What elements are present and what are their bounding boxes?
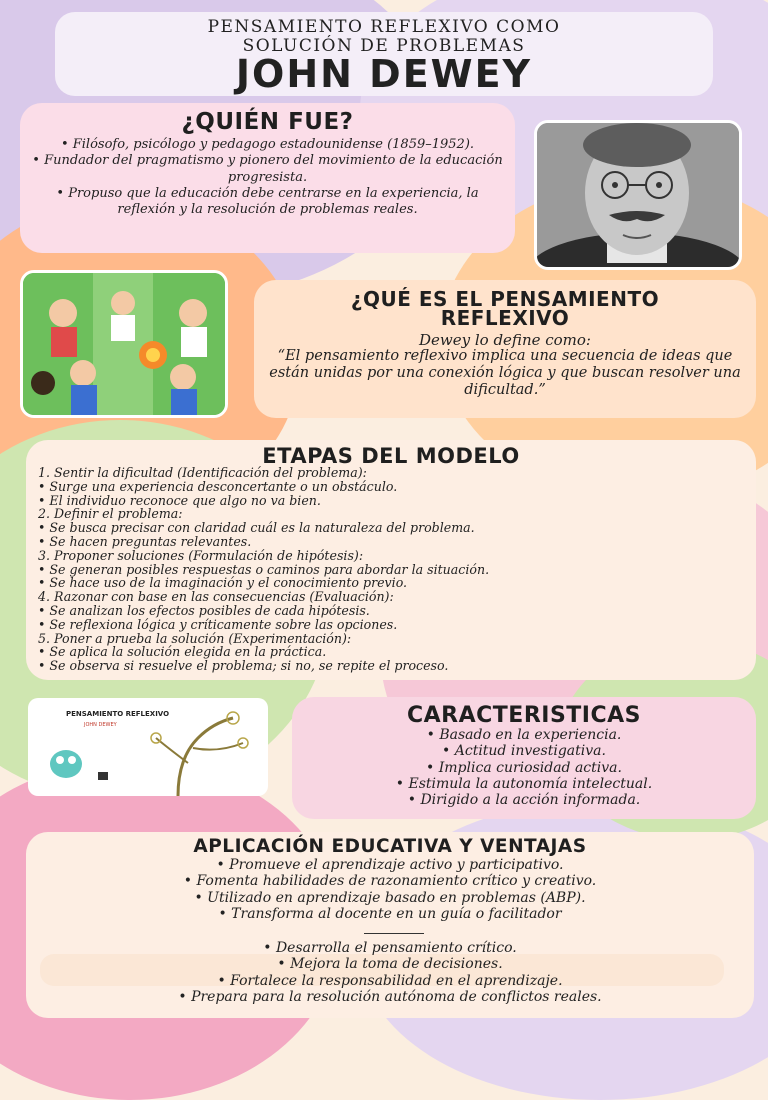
header-subtitle-line1: PENSAMIENTO REFLEXIVO COMO [207,17,561,37]
list-item: • Se hace uso de la imaginación y el conocimiento previo. [38,575,408,591]
list-item: • Fundador del pragmatismo y pionero del movimiento de la educación progresista. [32,153,503,185]
section-divider [364,933,424,934]
list-item: 2. Definir el problema: [38,506,183,522]
reflective-thinking-card-image [28,698,268,796]
what-is-heading-line1: ¿QUÉ ES EL PENSAMIENTO [350,287,660,311]
application-list-top [36,857,744,922]
list-item: • Se reflexiona lógica y críticamente sobre las opciones. [38,616,398,632]
list-item: • Propuso que la educación debe centrarse en la experiencia, la reflexión y la resolución de problemas reales. [56,185,479,218]
what-is-quote: “El pensamiento reflexivo implica una secuencia de ideas que están unidas por una conexión lógica y que buscan resolver una dificultad.” [269,348,741,398]
mini-card-title: PENSAMIENTO REFLEXIVO [66,710,170,718]
list-item: 4. Razonar con base en las consecuencias (Evaluación): [38,589,394,605]
list-item: • Fortalece la responsabilidad en el aprendizaje. [217,972,563,989]
list-item: • Dirigido a la acción informada. [407,792,641,809]
application-heading: APLICACIÓN EDUCATIVA Y VENTAJAS [193,836,587,857]
list-item: 5. Poner a prueba la solución (Experimentación): [38,630,352,646]
list-item: • Se busca precisar con claridad cuál es la naturaleza del problema. [38,520,475,536]
stages-heading: ETAPAS DEL MODELO [262,444,520,468]
list-item: • Se analizan los efectos posibles de cada hipótesis. [38,602,370,618]
characteristics-list [302,727,746,808]
who-was-panel [20,103,515,253]
list-item: • Filósofo, psicólogo y pedagogo estadounidense (1859–1952). [60,137,475,152]
what-is-heading-line2: REFLEXIVO [440,306,570,330]
characteristics-panel [292,697,756,819]
list-item: • Se generan posibles respuestas o caminos para abordar la situación. [38,561,490,577]
list-item: • Se aplica la solución elegida en la práctica. [38,644,327,660]
list-item: • Mejora la toma de decisiones. [277,956,503,973]
list-item: 1. Sentir la dificultad (Identificación del problema): [38,465,367,480]
stages-panel [26,440,756,680]
list-item: • Actitud investigativa. [442,743,606,760]
dewey-portrait [534,120,742,270]
cartoon-illustration [23,273,225,415]
characteristics-heading: CARACTERISTICAS [407,703,641,728]
page-title: JOHN DEWEY [235,52,533,96]
stages-list [38,466,744,673]
list-item: • Promueve el aprendizaje activo y participativo. [216,857,564,873]
list-item: • Surge una experiencia desconcertante o un obstáculo. [38,478,398,494]
list-item: • Estimula la autonomía intelectual. [395,775,653,792]
who-was-list [32,137,503,218]
list-item: • Utilizado en aprendizaje basado en problemas (ABP). [194,889,586,906]
list-item: 3. Proponer soluciones (Formulación de hipótesis): [38,547,364,563]
application-panel [26,832,754,1018]
header-panel [55,12,713,96]
list-item: • Prepara para la resolución autónoma de conflictos reales. [178,988,602,1005]
list-item: • Implica curiosidad activa. [426,759,622,776]
list-item: • Fomenta habilidades de razonamiento crítico y creativo. [183,873,597,890]
list-item: • Desarrolla el pensamiento crítico. [263,940,517,956]
what-is-intro: Dewey lo define como: [419,331,591,349]
list-item: • Se observa si resuelve el problema; si no, se repite el proceso. [38,658,449,674]
header-subtitle-line2: SOLUCIÓN DE PROBLEMAS [242,36,526,56]
list-item: • Se hacen preguntas relevantes. [38,533,252,549]
portrait-illustration [537,123,739,267]
tree-illustration [28,698,268,796]
application-list-bottom [36,940,744,1005]
list-item: • Basado en la experiencia. [426,727,622,743]
mini-card-author: JOHN DEWEY [84,722,117,728]
children-cartoon-image [20,270,228,418]
who-was-heading: ¿QUIÉN FUE? [181,109,354,135]
list-item: • Transforma al docente en un guía o facilitador [218,905,562,922]
list-item: • El individuo reconoce que algo no va bien. [38,492,321,508]
what-is-panel [254,280,756,418]
